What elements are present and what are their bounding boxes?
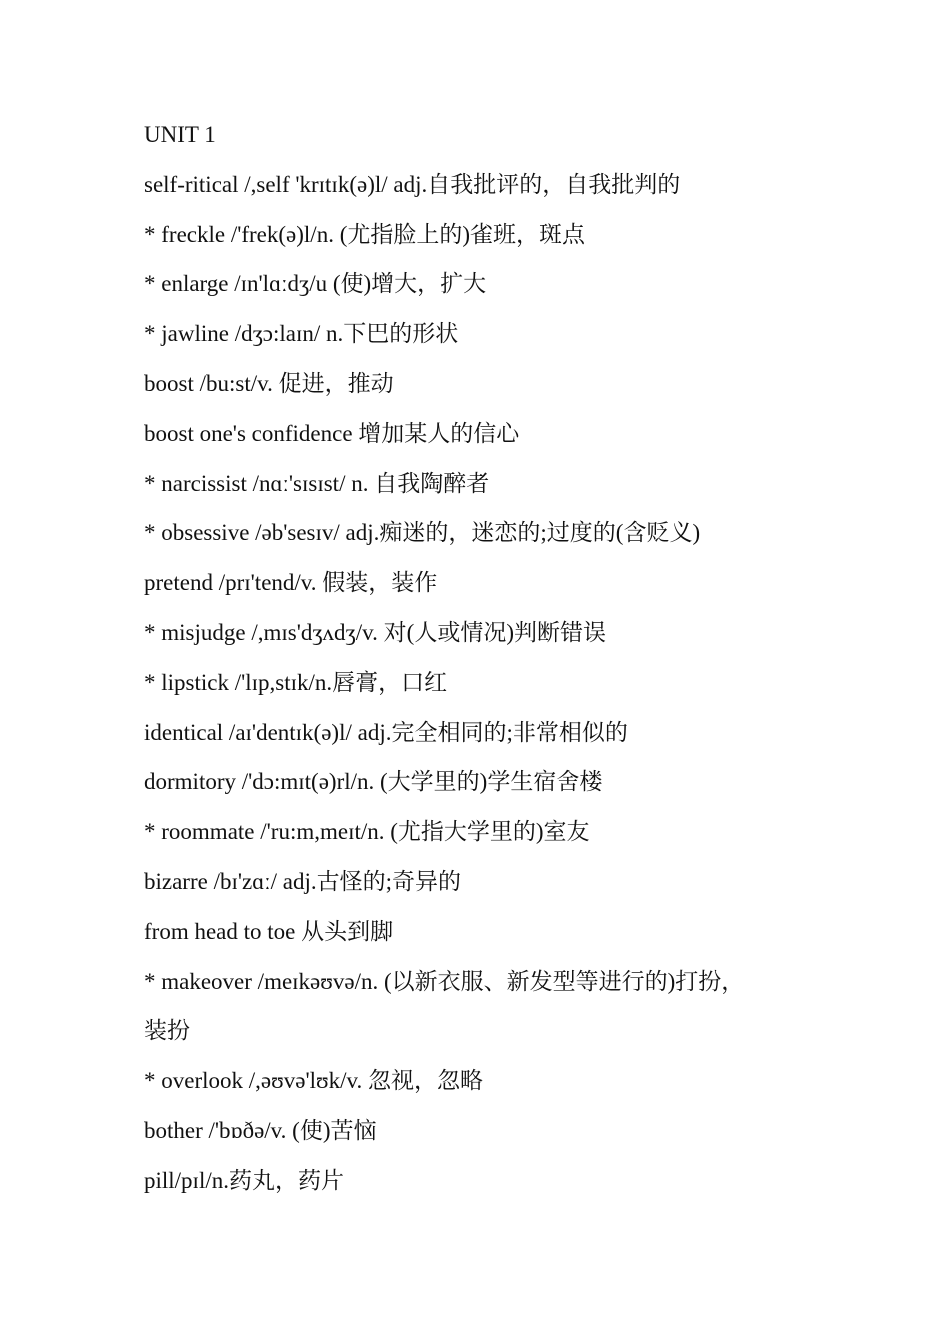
vocab-entry-makeover-continued: 装扮 [144,1018,190,1044]
vocab-entry-boost-confidence: boost one's confidence 增加某人的信心 [144,420,520,446]
vocab-entry-misjudge: * misjudge /,mɪs'dʒʌdʒ/v. 对(人或情况)判断错误 [144,619,606,645]
vocab-entry-pretend: pretend /prɪ'tend/v. 假装，装作 [144,570,438,596]
vocab-entry-boost: boost /bu:st/v. 促进，推动 [144,370,394,396]
vocab-entry-narcissist: * narcissist /nɑː'sɪsɪst/ n. 自我陶醉者 [144,470,490,496]
vocab-entry-dormitory: dormitory /'dɔ:mɪt(ə)rl/n. (大学里的)学生宿舍楼 [144,769,603,795]
vocab-entry-makeover: * makeover /meɪkəʊvə/n. (以新衣服、新发型等进行的)打扮， [144,968,745,994]
vocab-entry-overlook: * overlook /,əʊvə'lʊk/v. 忽视，忽略 [144,1068,483,1094]
unit-heading: UNIT 1 [144,122,216,147]
vocab-entry-identical: identical /aɪ'dentɪk(ə)l/ adj.完全相同的;非常相似的 [144,719,628,745]
vocab-entry-roommate: * roommate /'ru:m,meɪt/n. (尤指大学里的)室友 [144,819,590,845]
vocabulary-list [144,110,844,1206]
vocab-entry-jawline: * jawline /dʒɔ:laɪn/ n.下巴的形状 [144,321,459,347]
vocab-entry-enlarge: * enlarge /ɪn'lɑːdʒ/u (使)增大，扩大 [144,271,487,297]
vocab-entry-bizarre: bizarre /bɪ'zɑː/ adj.古怪的;奇异的 [144,868,462,894]
vocab-entry-pill: pill/pɪl/n.药丸，药片 [144,1167,344,1193]
vocab-entry-bother: bother /'bɒðə/v. (使)苦恼 [144,1117,377,1143]
vocab-entry-freckle: * freckle /'frek(ə)l/n. (尤指脸上的)雀班，斑点 [144,221,586,247]
vocab-entry-from-head-to-toe: from head to toe 从头到脚 [144,918,394,944]
vocab-entry-self-critical: self-ritical /,self 'krɪtɪk(ə)l/ adj.自我批评的，自我批判的 [144,171,681,197]
vocab-entry-lipstick: * lipstick /'lɪp,stɪk/n.唇膏，口红 [144,669,448,695]
vocab-entry-obsessive: * obsessive /əb'sesɪv/ adj.痴迷的，迷恋的;过度的(含贬义) [144,520,701,546]
